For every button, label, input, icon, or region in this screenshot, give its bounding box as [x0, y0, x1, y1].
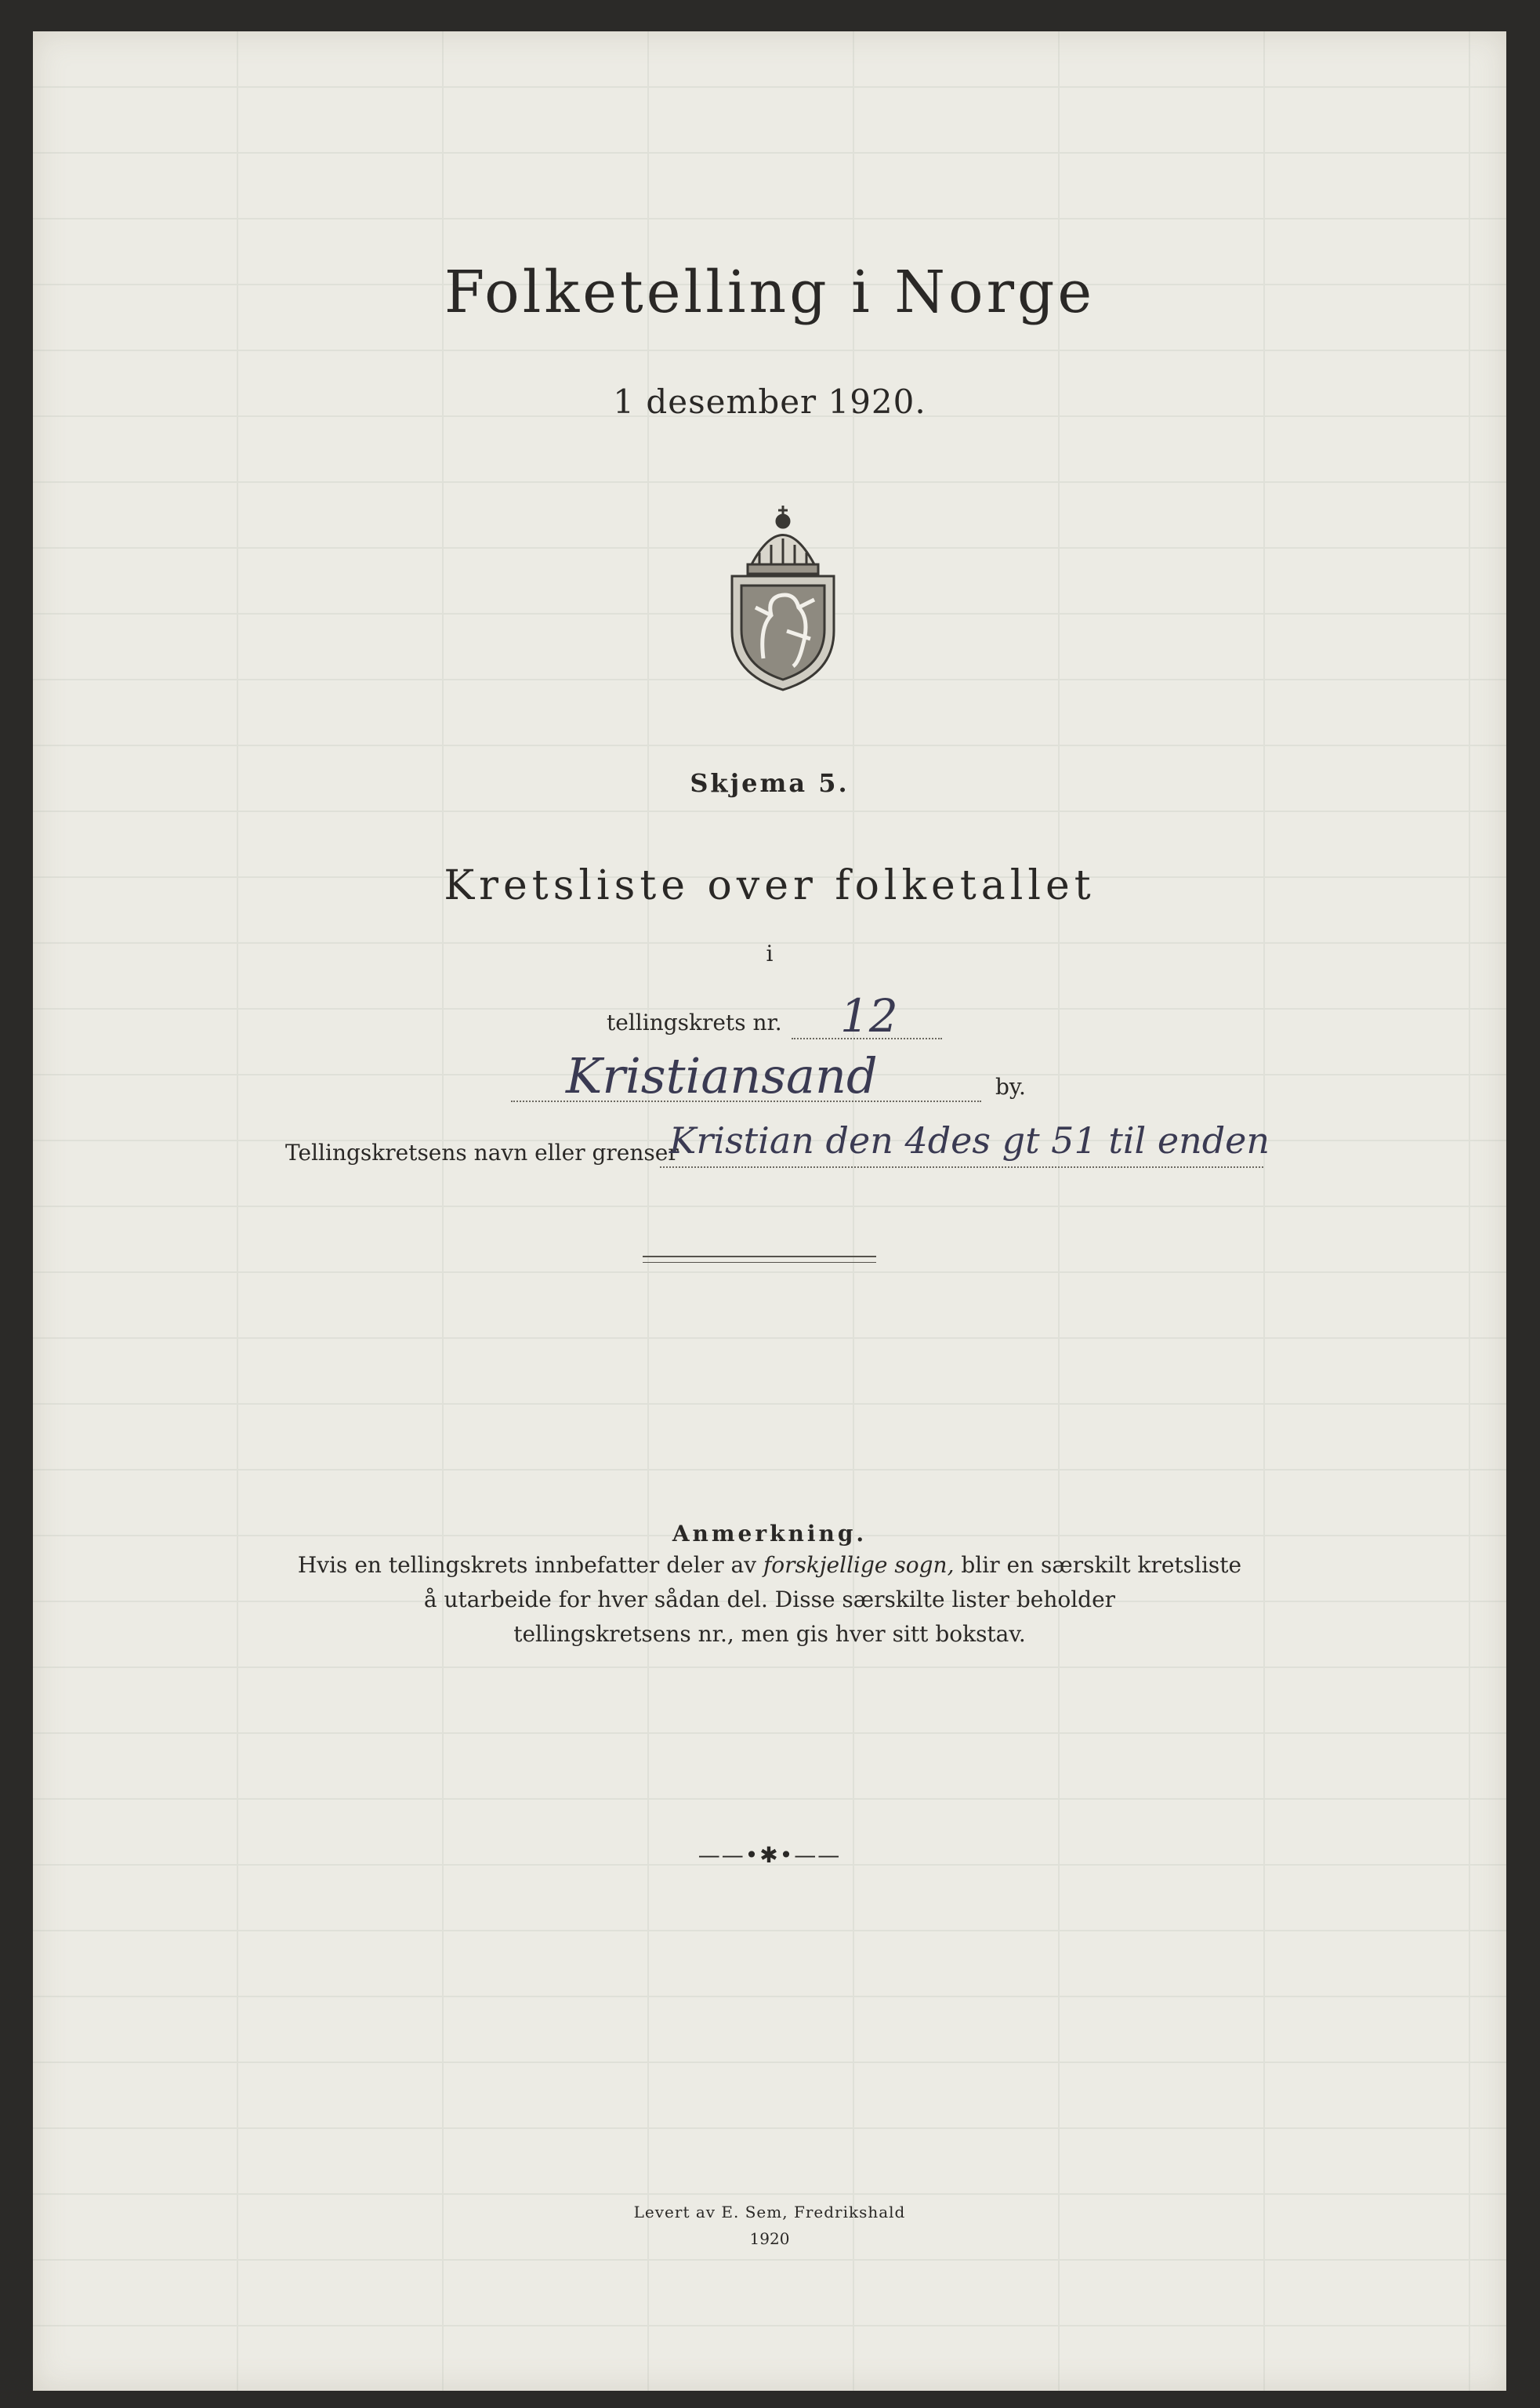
boundaries-dotline	[660, 1166, 1263, 1168]
page-title: Folketelling i Norge	[444, 259, 1096, 326]
remark-line-2: å utarbeide for hver sådan del. Disse særskilte lister beholder	[423, 1587, 1116, 1612]
city-suffix: by.	[995, 1074, 1026, 1100]
boundaries-handwritten: Kristian den 4des gt 51 til enden	[669, 1119, 1270, 1162]
remark-emphasis: forskjellige sogn,	[763, 1552, 955, 1578]
printer-credit: Levert av E. Sem, Fredrikshald	[633, 2203, 906, 2221]
preposition: i	[766, 941, 774, 966]
city-name-handwritten: Kristiansand	[566, 1047, 878, 1104]
remark-line-1	[33, 1552, 1506, 1578]
norwegian-coat-of-arms-icon	[724, 490, 842, 694]
printer-year: 1920	[749, 2229, 790, 2248]
remark-line-1-start: Hvis en tellingskrets innbefatter deler av	[297, 1552, 763, 1578]
form-subtitle: Kretsliste over folketallet	[444, 862, 1096, 909]
remark-title: Anmerkning.	[672, 1521, 868, 1547]
remark-line-1-end: blir en særskilt kretsliste	[954, 1552, 1242, 1578]
boundaries-label: Tellingskretsens navn eller grenser	[285, 1140, 679, 1166]
census-form-page	[33, 31, 1506, 2391]
census-date: 1 desember 1920.	[613, 383, 926, 421]
double-rule-bottom	[643, 1262, 876, 1263]
district-number-handwritten: 12	[840, 989, 898, 1043]
ornament-divider: ——•✱•——	[698, 1842, 842, 1868]
schema-number: Skjema 5.	[690, 768, 850, 798]
double-rule-top	[643, 1256, 876, 1257]
remark-line-3: tellingskretsens nr., men gis hver sitt bokstav.	[513, 1621, 1026, 1647]
district-label: tellingskrets nr.	[607, 1010, 782, 1035]
